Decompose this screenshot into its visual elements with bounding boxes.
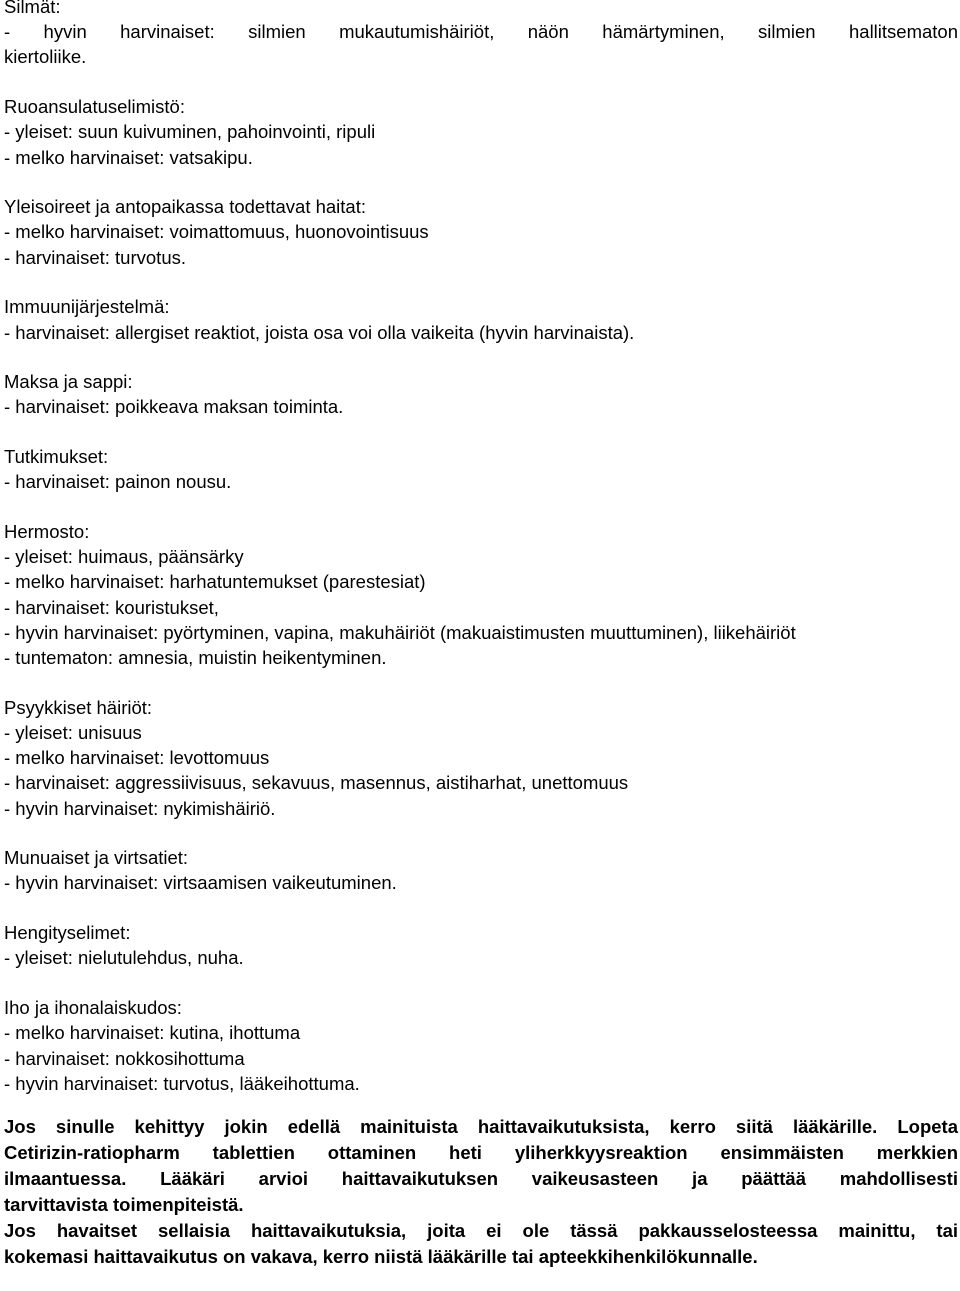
section-heading: Silmät: <box>4 0 61 17</box>
side-effect-section <box>4 995 958 1096</box>
side-effect-line: - hyvin harvinaiset: silmien mukautumishäiriöt, näön hämärtyminen, silmien hallitsematon <box>4 21 958 43</box>
section-heading: Immuunijärjestelmä: <box>4 296 170 318</box>
side-effect-section <box>4 695 958 821</box>
side-effect-line: - melko harvinaiset: harhatuntemukset (parestesiat) <box>4 571 426 593</box>
side-effect-section <box>4 94 958 170</box>
warning-line: Jos havaitset sellaisia haittavaikutuksia, joita ei ole tässä pakkausselosteessa mainittu, tai <box>4 1220 958 1242</box>
side-effect-section <box>4 444 958 494</box>
side-effect-line: - harvinaiset: turvotus. <box>4 246 186 268</box>
side-effect-line: - melko harvinaiset: levottomuus <box>4 747 270 769</box>
warning-notice <box>4 1114 958 1270</box>
section-heading: Hermosto: <box>4 521 90 543</box>
side-effect-section <box>4 845 958 895</box>
leaflet-text <box>4 0 958 1270</box>
side-effect-line: - yleiset: huimaus, päänsärky <box>4 546 244 568</box>
side-effect-line: - melko harvinaiset: vatsakipu. <box>4 146 253 168</box>
side-effect-line: - melko harvinaiset: voimattomuus, huonovointisuus <box>4 221 429 243</box>
warning-line: Cetirizin-ratiopharm tablettien ottaminen heti yliherkkyysreaktion ensimmäisten merkkien <box>4 1142 958 1164</box>
section-heading: Iho ja ihonalaiskudos: <box>4 997 182 1019</box>
side-effect-line: - hyvin harvinaiset: virtsaamisen vaikeutuminen. <box>4 872 397 894</box>
warning-line: tarvittavista toimenpiteistä. <box>4 1194 244 1216</box>
section-heading: Psyykkiset häiriöt: <box>4 696 153 718</box>
section-heading: Munuaiset ja virtsatiet: <box>4 847 189 869</box>
section-heading: Yleisoireet ja antopaikassa todettavat haitat: <box>4 196 367 218</box>
side-effect-section <box>4 519 958 670</box>
side-effect-line: - yleiset: unisuus <box>4 721 142 743</box>
side-effect-section <box>4 369 958 419</box>
side-effect-line: - hyvin harvinaiset: pyörtyminen, vapina, makuhäiriöt (makuaistimusten muuttuminen), liikehäiriöt <box>4 621 796 643</box>
section-heading: Maksa ja sappi: <box>4 371 133 393</box>
side-effect-line: - harvinaiset: nokkosihottuma <box>4 1047 245 1069</box>
side-effect-section <box>4 920 958 970</box>
side-effect-line: - yleiset: suun kuivuminen, pahoinvointi, ripuli <box>4 121 376 143</box>
section-heading: Hengityselimet: <box>4 922 131 944</box>
side-effect-line: - harvinaiset: aggressiivisuus, sekavuus, masennus, aistiharhat, unettomuus <box>4 772 629 794</box>
side-effect-line: kiertoliike. <box>4 46 87 68</box>
side-effect-section <box>4 294 958 344</box>
side-effect-line: - melko harvinaiset: kutina, ihottuma <box>4 1022 301 1044</box>
side-effect-line: - tuntematon: amnesia, muistin heikentyminen. <box>4 647 387 669</box>
warning-line: Jos sinulle kehittyy jokin edellä mainituista haittavaikutuksista, kerro siitä lääkärille. Lopeta <box>4 1116 958 1138</box>
section-heading: Tutkimukset: <box>4 446 109 468</box>
side-effect-line: - harvinaiset: poikkeava maksan toiminta. <box>4 396 344 418</box>
warning-line: ilmaantuessa. Lääkäri arvioi haittavaikutuksen vaikeusasteen ja päättää mahdollisesti <box>4 1168 958 1190</box>
section-heading: Ruoansulatuselimistö: <box>4 96 185 118</box>
side-effect-line: - hyvin harvinaiset: turvotus, lääkeihottuma. <box>4 1072 360 1094</box>
side-effect-line: - harvinaiset: painon nousu. <box>4 471 232 493</box>
side-effect-line: - yleiset: nielutulehdus, nuha. <box>4 947 244 969</box>
warning-line: kokemasi haittavaikutus on vakava, kerro niistä lääkärille tai apteekkihenkilökunnalle. <box>4 1246 758 1268</box>
side-effect-line: - hyvin harvinaiset: nykimishäiriö. <box>4 797 276 819</box>
side-effect-section <box>4 194 958 270</box>
side-effect-line: - harvinaiset: allergiset reaktiot, joista osa voi olla vaikeita (hyvin harvinaista). <box>4 321 635 343</box>
side-effect-line: - harvinaiset: kouristukset, <box>4 596 219 618</box>
side-effect-section <box>4 0 958 70</box>
